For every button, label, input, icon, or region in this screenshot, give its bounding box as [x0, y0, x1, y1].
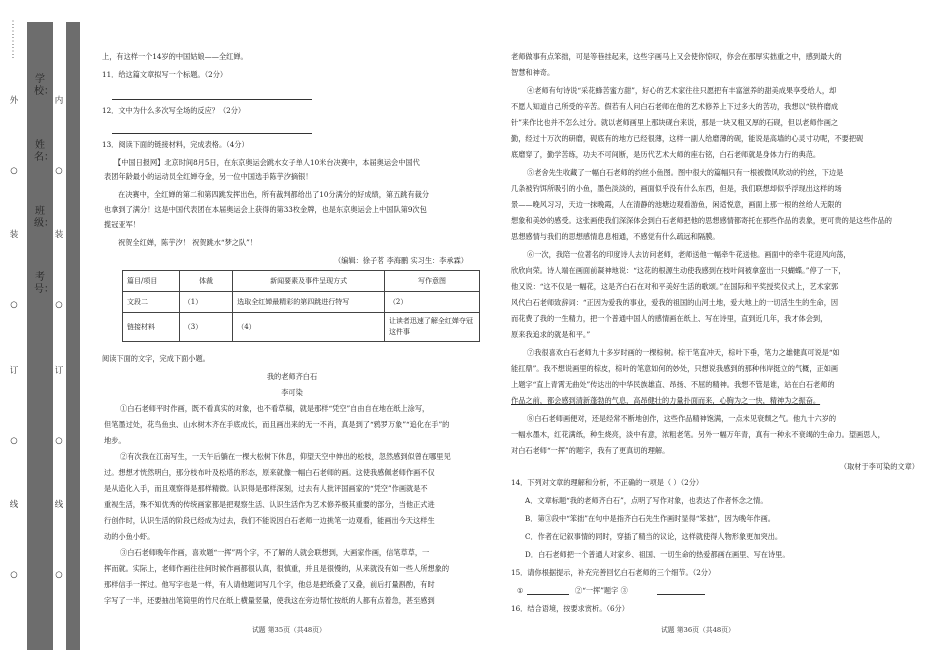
circle-mark: ○: [10, 166, 18, 176]
table-cell-answer[interactable]: （3）: [179, 313, 232, 342]
paragraph-8: 一幅水墨木，红花满纸，种生烧亮，淡中有意，浓粗老笔。另外一幅万年青，真有一种永不衰竭的生命力。望画思人，: [511, 430, 885, 439]
binding-word-outer-1: 外: [9, 96, 19, 106]
question-15: 15．请你根据提示，补充完善回忆白石老师的三个细节。（2分）: [511, 568, 716, 577]
paragraph-8: ⑧白石老师画便对，还是经常不断地创作，这些作品精神饱满，一点未见衰颓之气。他九十六岁的: [527, 414, 837, 423]
circle-mark: ○: [55, 166, 63, 176]
circle-mark: ○: [10, 300, 18, 310]
question-14: 14．下列对文章的理解和分析，不正确的一项是（ ）（2分）: [511, 478, 704, 487]
circle-mark: ○: [10, 436, 18, 446]
school-label: 学校：: [34, 74, 54, 97]
answer-blank-3[interactable]: [657, 594, 705, 595]
article-author: 李可染: [281, 388, 303, 397]
table-header-cell: 新闻要素及事件呈现方式: [233, 271, 385, 292]
paragraph-1: ①白石老师平时作画，既不看真实的对象，也不看草稿，就是那样“凭空”自由自在地在纸上涂写，: [120, 404, 430, 413]
page-footer: 试题 第35页（共48页）: [252, 626, 326, 634]
table-header-cell: 篇目/项目: [123, 271, 180, 292]
news-paragraph-1: 【中国日报网】北京时间8月5日，在东京奥运会跳水女子单人10米台决赛中，本届奥运会中国代: [114, 158, 420, 167]
news-paragraph-1: 表团年龄最小的运动员全红婵夺金，另一位中国选手陈芋汐摘银！: [104, 172, 313, 181]
paragraph-7-underlined: 作品之前，都会感到清新蓬勃的气息，高昂健壮的力量扑面而来，心胸为之一快，精神为之振奋。: [511, 396, 821, 405]
answer-table: [122, 270, 480, 342]
class-label: 班级：: [34, 206, 54, 229]
news-editor-credit: （编辑：徐子茗 李海鹏 实习生：李承霖）: [334, 256, 468, 265]
paragraph-7: 上题字“直上青霄无曲处”传达出的中华民族雄直、昂扬、不屈的精神。我想不管是谁，站在白石老师的: [511, 380, 835, 389]
detail-1-marker: ①: [517, 586, 524, 595]
paragraph-3: 挥而就。实际上，老师作画往往何时候作画都很认真，很慎重，并且是很慢的，从来就没有如一些人所想象的: [104, 564, 450, 573]
binding-word-outer-3: 订: [9, 366, 19, 376]
binding-word-inner-4: 线: [54, 500, 64, 510]
news-paragraph-2: 也拿到了满分！这是中国代表团在本届奥运会上获得的第33枚金牌，也是东京奥运会上中国队第9次包: [104, 205, 427, 214]
paragraph-2: 行创作时，认识生活的阶段已经成为过去，我们不能说因白石老师一边挑笔一边观看，能画出今天这样生: [104, 516, 435, 525]
paragraph-6: 他又说：“这不仅是一幅花，这是齐白石在对和平美好生活的歌颂。”在国际和平奖授奖仪式上，艺术家郭: [511, 282, 839, 291]
paragraph-6: 而花费了我的一生精力，把一个普通中国人的感情画在纸上、写在诗里，直到近几年，我才体会到，: [511, 314, 828, 323]
paragraph-8: 对白石老师“一挥”的题字，我有了更真切的理解。: [511, 446, 670, 455]
paragraph-4: 针”来作比也并不怎么过分。就以老师画里上那块砚台来说，那是一块又粗又厚的石砚，但以老师作画之: [511, 118, 839, 127]
question-11: 11．给这篇文章拟写一个标题。（2分）: [102, 70, 228, 79]
question-13: 13．阅读下面的链接材料，完成表格。（4分）: [102, 140, 249, 149]
binding-word-inner-2: 装: [54, 230, 64, 240]
paragraph-1: 地步。: [104, 436, 126, 445]
binding-bar-outer: [27, 22, 53, 650]
reading-instruction: 阅读下面的文字，完成下面小题。: [102, 354, 210, 363]
exam-number-label: 考号：: [34, 272, 54, 295]
paragraph-4: 勤，经过十万次的研磨，砚底有的地方已经很薄，这样一副人给磨薄的砚，能说是高墙的心灵寸功呢，不要把砚: [511, 134, 864, 143]
paragraph-5: 景——晚风习习，天边一抹晚霞，人在清静的池塘边观看游鱼，闲适悦意，画面上那一根的丝给人无限的: [511, 200, 842, 209]
paragraph-5: 思想感情与我们的思想感情息息相通，不感觉有什么疏远和隔膜。: [511, 232, 720, 241]
paragraph-4: 不愿人知道自己所受的辛苦。假若有人问白石老师在他的艺术修养上下过多大的苦功，我想以“铁杵磨成: [511, 102, 839, 111]
table-row: [123, 313, 480, 342]
paragraph-7: 能扛鼎”。我不想说画里的棕皮，棕叶的笔意如何的妙处，只想说我感到的那种伟岸挺立的气概，正如画: [511, 364, 839, 373]
table-cell: 让读者迅速了解全红婵夺冠这件事: [384, 313, 479, 342]
paragraph-2: 重视生活，殊不知优秀的传统画家都是把观察生活、认识生活作为艺术修养极其重要的部分，当他正式进: [104, 500, 435, 509]
detail-2-and-3: ②“一挥”题字 ③: [575, 586, 628, 595]
table-cell-answer[interactable]: （2）: [384, 292, 479, 313]
paragraph-4: ④老师有句诗说“采花蜂苦蜜方甜”，好心的艺术家往往只愿把有丰富滋养的甜美成果享受给人，却: [527, 86, 837, 95]
text-line: 老师做事有点笨拙，可是等巷挂起来，这些字画马上又会使你惊叹，你会在那厚实拙重之中，感到最大的: [511, 52, 842, 61]
table-header-cell: 写作意图: [384, 271, 479, 292]
news-paragraph-3: 祝贺全红婵，陈芋汐！ 祝贺跳水“梦之队”！: [118, 238, 258, 247]
paragraph-5: 想象和美妙的感受。这张画使我们深深体会到白石老师把他的思想感情都寄托在那些作品的表象，更可贵的是这些作品的: [511, 216, 892, 225]
answer-blank-1[interactable]: [527, 594, 569, 595]
name-label: 姓名：: [34, 140, 54, 163]
option-b[interactable]: B．第③段中“笨拙”在句中是指齐白石先生作画时显得“笨拙”，因为晚年作画。: [525, 514, 775, 523]
table-cell: 选取全红婵最精彩的第四跳进行特写: [233, 292, 385, 313]
question-12: 12．文中为什么多次写全场的反应？（2分）: [102, 106, 246, 115]
binding-word-inner-1: 内: [54, 96, 64, 106]
text-line: 上，有这样一个14岁的中国姑娘——全红婵。: [102, 52, 248, 61]
paragraph-2: ②有次我在江南写生，一天午后躺在一棵大松树下休息，仰望天空中伸出的松枝，忽然感到似曾在哪里见: [120, 452, 451, 461]
table-header-row: [123, 271, 480, 292]
paragraph-1: 但笔墨过处，花鸟鱼虫、山水树木齐在手底成长，而且画出来的无一不肖，真是到了“鸦罗万象”“追化在手”的: [104, 420, 450, 429]
paragraph-4: 底磨穿了，勤学苦练，功夫不可间断，是历代艺术大师的座右铭，白石老师就是身体力行的典范。: [511, 150, 821, 159]
text-line: 智慧和神奇。: [511, 68, 555, 77]
binding-bar-inner: [66, 22, 80, 650]
paragraph-2: 过。想想才恍然明白，那分枝布叶及松塔的形态，原来就像一幅白石老师的画。这使我感佩老师作画不仅: [104, 468, 435, 477]
paragraph-5: ⑤老舍先生收藏了一幅白石老师的约丝小鱼图。图中很大的篇幅只有一根被微风吹动的钓丝，下边是: [527, 168, 844, 177]
question-16: 16．结合语境，按要求赏析。（6分）: [511, 604, 629, 613]
paragraph-6: ⑥一次，我陪一位著名的印度诗人去访问老师，老师送他一幅牵牛花送他。画面中的牵牛花迎风向荡，: [527, 250, 851, 259]
option-c[interactable]: C．作者在记叙事情的同时，穿插了精当的议论，这样就使得人物形象更加突出。: [525, 532, 783, 541]
paragraph-2: 是从造化入手，而且观察得是那样精微。认识得是那样深刻，过去有人批评国画家的“凭空”作画就是不: [104, 484, 428, 493]
circle-mark: ○: [10, 570, 18, 580]
answer-line[interactable]: [112, 99, 312, 100]
paragraph-5: 几条被钓饵所吸引的小鱼，墨色淡淡的，画面似乎没有什么东西，但是，我们联想却似乎浮现出这样的场: [511, 184, 842, 193]
table-cell: 文段二: [123, 292, 180, 313]
table-cell-answer[interactable]: （1）: [179, 292, 232, 313]
option-a[interactable]: A．文章标题“我的老师齐白石”，点明了写作对象，也表达了作者怀念之情。: [525, 496, 768, 505]
paragraph-3: ③白石老师晚年作画，喜欢题“一挥”两个字，不了解的人就会联想到，大画家作画，信笔草草，一: [120, 548, 430, 557]
circle-mark: ○: [55, 570, 63, 580]
binding-word-inner-3: 订: [54, 366, 64, 376]
option-d[interactable]: D．白石老师把一个普通人对家乡、祖国、一切生命的热爱都画在画里、写在诗里。: [525, 550, 790, 559]
table-cell-answer[interactable]: （4）: [233, 313, 385, 342]
circle-mark: ○: [55, 300, 63, 310]
news-paragraph-2: 在决赛中，全红婵的第二和第四跳发挥出色，所有裁判都给出了10分满分的好成绩，第五跳有裁分: [118, 190, 430, 199]
binding-strip: [0, 0, 84, 672]
table-header-cell: 体裁: [179, 271, 232, 292]
answer-line[interactable]: [112, 133, 312, 134]
left-dotted-cut-line: ⋮ ⋮ ⋮ ⋮: [8, 20, 18, 60]
circle-mark: ○: [55, 436, 63, 446]
article-title: 我的老师齐白石: [266, 372, 318, 381]
page-footer: 试题 第36页（共48页）: [661, 626, 735, 634]
binding-word-outer-4: 线: [9, 500, 19, 510]
paragraph-6: 原来我追求的就是和平。”: [511, 330, 591, 339]
paragraph-3: 字写了一半，还要抽出笔筒里的竹尺在纸上横量竖量，使我这在旁边帮忙按纸的人都有点着急，甚至感到: [104, 596, 435, 605]
article-source: （取材于李可染的文章）: [839, 462, 919, 471]
binding-word-outer-2: 装: [9, 230, 19, 240]
news-paragraph-2: 揽冠亚军！: [104, 220, 140, 229]
paragraph-2: 动的小鱼小虾。: [104, 532, 155, 541]
paragraph-6: 欣欣向荣。诗人端在画面前凝神地说：“这花的根源生动使我感到在枝叶间被拿蛮出一只蝴蝶。”停了一下，: [511, 266, 846, 275]
paragraph-7: ⑦我很喜欢白石老师九十多岁时画的一棵棕树。棕干笔直冲天，棕叶下垂，笔力之雄健真可说是“如: [527, 348, 840, 357]
table-cell: 链接材料: [123, 313, 180, 342]
table-row: [123, 292, 480, 313]
paragraph-6: 风代白石老师致辞词：“正因为爱我的事业，爱我的祖国的山河土地，爱大地上的一切活生生的生命，因: [511, 298, 839, 307]
paragraph-3: 那样信手一挥过。他写字也是一样，有人请他题词写几个字，他总是把纸叠了又叠，前后打量斟酌，有时: [104, 580, 435, 589]
